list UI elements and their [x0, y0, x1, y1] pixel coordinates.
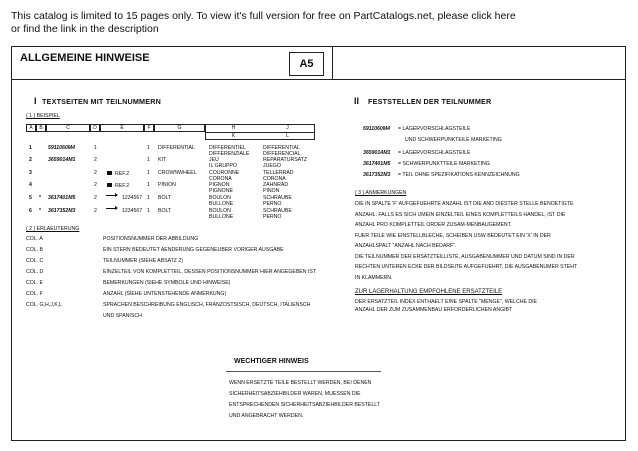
code-value: = LAGERVORSCHLAGSTEILE [398, 126, 471, 132]
note-line: ANZAHL PRO KOMPLETTEIL ORDER ZUSAM-MENBAUGEMENT. [355, 222, 512, 228]
row-col-a: 5 [29, 195, 32, 201]
warning-line: WENN ERSETZTE TEILE BESTELLT WERDEN, BEI DENEN [229, 380, 372, 386]
warning-line: UND ANGEBRACHT WERDEN. [229, 413, 304, 419]
catalog-notice[interactable] [11, 10, 611, 36]
row-col-h: BOULON [209, 195, 231, 201]
page-title: ALLGEMEINE HINWEISE [20, 52, 150, 64]
row-col-h: JEU [209, 157, 219, 163]
example-label: ( 1 ) BEISPIEL [26, 113, 60, 119]
row-col-k: PIGNONE [209, 187, 233, 194]
row-col-g: CROWNWHEEL [158, 170, 197, 176]
code-key: 3617352M3 [363, 172, 391, 178]
row-col-f: 1 [147, 182, 150, 188]
col-header-f: F [144, 124, 154, 132]
row-col-l: PERNO [263, 200, 282, 207]
row-col-e-text: REF.2 [115, 183, 130, 189]
row-col-k: BULLONE [209, 200, 234, 207]
explain-value: POSITIONSNUMMER DER ABBILDUNG [103, 236, 199, 242]
row-col-e-text: 1234567 [122, 195, 143, 201]
code-key: 3617401M5 [363, 161, 391, 167]
row-col-f: 1 [147, 145, 150, 151]
row-col-j: DIFFERENTIAL [263, 145, 300, 151]
section-2-title: FESTSTELLEN DER TEILNUMMER [368, 97, 492, 106]
explain-value: BEMERKUNGEN (SIEHE SYMBOLE UND HINWEISE) [103, 280, 231, 286]
section-1-mark: I [34, 96, 37, 106]
row-col-k: DIFFERENZIALE [209, 150, 250, 157]
col-header-e: E [100, 124, 144, 132]
explain-value: EINZELTEIL VON KOMPLETTEIL, DESSEN POSITIONSNUMMER HIER ANGEGEBEN IST [103, 269, 317, 275]
col-header-b: B [36, 124, 46, 132]
explain-value: TEILNUMMER (SIEHE ABSATZ 2) [103, 258, 184, 264]
note-line: DIE TEILNUMMER DER ERSATZTEILLISTE, AUSGABENUMMER UND DATUM SIND IN DER [355, 253, 575, 260]
explain-value: SPRACHEN BESCHREIBUNG ENGLISCH, FRANZOSTSISCH, DEUTSCH, ITALIENSCH [103, 302, 311, 308]
row-col-b: * [39, 195, 42, 201]
row-col-c: 3617401M5 [48, 195, 76, 201]
explain-key: COL. A [26, 236, 43, 242]
page-code: A5 [289, 52, 324, 76]
arrow-icon [106, 195, 116, 198]
explain-key: COL. G,H,J,K,L [26, 302, 63, 308]
warning-title: WECHTIGER HINWEIS [234, 358, 309, 365]
section-1-title: TEXTSEITEN MIT TEILNUMMERN [42, 97, 161, 106]
row-col-a: 2 [29, 157, 32, 163]
row-col-g: BOLT [158, 208, 172, 214]
row-col-h: DIFFERENTIEL [209, 145, 246, 151]
row-col-b: * [39, 208, 42, 214]
col-header-h: H [231, 125, 236, 131]
row-col-a: 6 [29, 208, 32, 214]
row-col-k: IL GRUPPO [209, 162, 238, 169]
row-col-c: 5911060M4 [48, 145, 76, 151]
row-col-l: DIFFERENCIAL [263, 150, 301, 157]
col-header-d: D [90, 124, 100, 132]
explain-key: COL. F [26, 291, 43, 297]
note-line: DIE IN SPALTE 'F' AUFGEFUEHRTE ANZAHL IST DIE AND DIESTER STELLE BENOETIGTE [355, 201, 574, 207]
row-col-f: 1 [147, 170, 150, 176]
row-col-j: SCHRAUBE [263, 208, 292, 214]
explain-value: EIN STERN BEDEUTET AENDERUNG GEGENEUBER VORIGER AUSGABE [103, 247, 284, 253]
table-row [26, 183, 326, 195]
col-header-j: J [286, 125, 289, 131]
row-col-d: 2 [94, 208, 97, 214]
row-col-k: BULLONE [209, 213, 234, 220]
row-col-e [106, 146, 108, 152]
row-col-d: 1 [94, 145, 97, 151]
row-col-a: 1 [29, 145, 32, 151]
col-header-l: L [286, 133, 289, 139]
row-col-d: 2 [94, 170, 97, 176]
row-col-e [106, 158, 108, 164]
note-line: RECHTEN UNTEREN ECKE DER BILDSEITE AUFGEFUEHRT, DIE AUSGABENUMER STEHT [355, 264, 578, 270]
notice-line-2: or find the link in the description [11, 23, 159, 35]
header-right-panel [332, 47, 625, 80]
note-line: ANZAHL. FALLS ES SICH UMEIN EINZELTEIL EINES KOMPLETTEILS HANDEL, IST DIE [355, 211, 566, 218]
row-col-f: 1 [147, 208, 150, 214]
note-line: ANZAHLSPALT "ANZAHL NACH BEDARF". [355, 243, 457, 249]
row-col-d: 2 [94, 195, 97, 201]
row-col-e [106, 196, 142, 202]
storage-line: DER ERSATZTEIL INDEX ENTHAELT EINE SPALTE "MENGE", WELCHE DIE [355, 299, 538, 305]
col-header-c: C [46, 124, 90, 132]
row-col-e-text: 1234567 [122, 208, 143, 214]
book-icon [107, 171, 112, 175]
row-col-k: CORONA [209, 175, 232, 182]
arrow-icon [106, 208, 116, 211]
explain-key: COL. E [26, 280, 44, 286]
row-col-j: ZAHNRAD [263, 182, 289, 188]
table-row [26, 196, 326, 208]
col-header-k: K [231, 133, 236, 139]
explain-label: ( 2 ) ERLAEUTERUNG [26, 226, 80, 232]
warning-divider [226, 371, 381, 372]
explain-key: COL. C [26, 258, 44, 264]
row-col-d: 2 [94, 182, 97, 188]
warning-line: ENTSPRECHENDEN SICHERHEITSABZIEHBILDER BESTELLT [229, 402, 380, 408]
col-header-g: G [154, 124, 205, 132]
warning-line: SICHERHEITSABZIEHBILDER WAREN, MUESSEN DIE [229, 391, 361, 397]
code-key: 5911060M4 [363, 126, 391, 132]
row-col-f: 1 [147, 195, 150, 201]
storage-line: ANZAHL DER ZUM ZUSAMMENBAU ERFORDERLICHEN ANGIBT [355, 307, 513, 313]
row-col-l: CORONA [263, 175, 286, 182]
row-col-h: PIGNON [209, 182, 230, 188]
row-col-l: PINON [263, 187, 280, 194]
col-header-hjkl [205, 124, 315, 140]
section-2-mark: II [354, 96, 360, 106]
row-col-g: BOLT [158, 195, 172, 201]
row-col-a: 3 [29, 170, 32, 176]
note-line: FUER TEILE WIE EINSTELLBLECHE, SCHEIBEN USW BEDEUTET EIN 'X' IN DER [355, 232, 551, 239]
page-header [12, 47, 625, 80]
row-col-j: SCHRAUBE [263, 195, 292, 201]
code-key: 3659014M1 [363, 150, 391, 156]
catalog-page [11, 46, 626, 441]
explain-value: ANZAHL (SIEHE UNTENSTEHENDE ANMERKUNG) [103, 291, 227, 297]
row-col-f: 1 [147, 157, 150, 163]
row-col-h: BOULON [209, 208, 231, 214]
code-value: UND SCHWERPUNKTEILE MARKETING [405, 137, 502, 143]
row-col-a: 4 [29, 182, 32, 188]
row-col-j: REPARATURSATZ [263, 157, 308, 163]
explain-extra: UND SPANISCH [103, 313, 142, 319]
row-col-g: KIT [158, 157, 167, 163]
row-col-h: COURONNE [209, 170, 240, 176]
row-col-e [106, 183, 129, 190]
notes-label: ( 3 ) ANMERKUNGEN [355, 190, 407, 196]
row-col-e-text: REF.2 [115, 171, 130, 177]
code-value: = LAGERVORSCHLAGSTEILE [398, 150, 471, 156]
table-row [26, 209, 326, 221]
code-value: = SCHWERPUNKTTEILE MARKETING [398, 161, 490, 167]
book-icon [107, 183, 112, 187]
row-col-e [106, 171, 129, 178]
row-col-l: JUEGO [263, 162, 281, 169]
table-row [26, 158, 326, 170]
explain-key: COL. D [26, 269, 44, 275]
row-col-c: 3617352M3 [48, 208, 76, 214]
explain-key: COL. B [26, 247, 44, 253]
notice-line-1: This catalog is limited to 15 pages only. To view it's full version for free on PartCatalogs.net, please click here [11, 10, 516, 22]
row-col-l: PERNO [263, 213, 282, 220]
row-col-e [106, 209, 142, 215]
note-line: IN KLAMMERN. [355, 274, 393, 281]
row-col-g: DIFFERENTIAL [158, 145, 195, 151]
row-col-c: 3659014M1 [48, 157, 76, 163]
storage-title: ZUR LAGERHALTUNG EMPFOHLENE ERSATZTEILE [355, 289, 503, 295]
row-col-d: 2 [94, 157, 97, 163]
row-col-j: TELLERRAD [263, 170, 294, 176]
row-col-g: PINION [158, 182, 176, 188]
col-header-a: A [26, 124, 36, 132]
code-value: = TEIL OHNE SPEZIFIKATIONS KENNZEICHNUNG [398, 172, 520, 178]
